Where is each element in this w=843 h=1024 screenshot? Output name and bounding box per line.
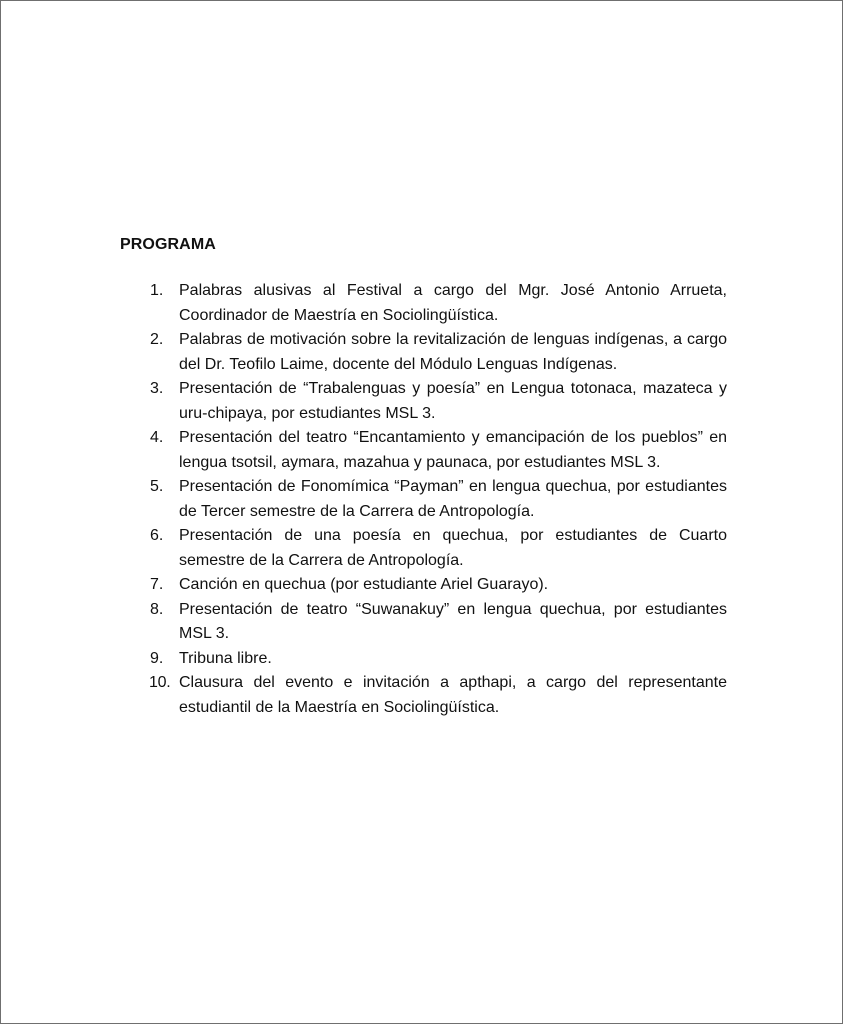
- item-number: 8.: [150, 600, 164, 618]
- program-list: [120, 279, 727, 720]
- program-heading: PROGRAMA: [120, 236, 216, 253]
- item-text: Tribuna libre.: [179, 649, 272, 667]
- program-item: [120, 328, 727, 377]
- item-text: Palabras de motivación sobre la revitalización de lenguas indígenas, a cargo del Dr. Teofilo Laime, docente del Módulo Lenguas Indígenas.: [179, 331, 727, 373]
- program-item: [120, 573, 727, 598]
- program-item: [120, 524, 727, 573]
- program-item: [120, 426, 727, 475]
- program-item: [120, 475, 727, 524]
- item-number: 2.: [150, 331, 164, 348]
- program-item: [120, 598, 727, 647]
- item-number: 10.: [149, 674, 171, 691]
- item-text: Clausura del evento e invitación a apthapi, a cargo del representante estudiantil de la Maestría en Sociolingüística.: [179, 674, 727, 716]
- program-item: [120, 279, 727, 328]
- item-text: Presentación de Fonomímica “Payman” en lengua quechua, por estudiantes de Tercer semestre de la Carrera de Antropología.: [179, 478, 727, 520]
- program-item: [120, 671, 727, 720]
- item-number: 7.: [150, 576, 164, 593]
- program-item: [120, 377, 727, 426]
- document-content: [120, 233, 727, 720]
- item-number: 9.: [150, 649, 164, 667]
- item-number: 4.: [150, 429, 164, 446]
- item-text: Presentación de una poesía en quechua, por estudiantes de Cuarto semestre de la Carrera de Antropología.: [179, 527, 727, 569]
- item-text: Palabras alusivas al Festival a cargo del Mgr. José Antonio Arrueta, Coordinador de Maestría en Sociolingüística.: [179, 282, 727, 324]
- item-text: Presentación de teatro “Suwanakuy” en lengua quechua, por estudiantes MSL 3.: [179, 600, 727, 642]
- program-item: [120, 647, 727, 672]
- item-number: 5.: [150, 478, 164, 495]
- item-number: 6.: [150, 527, 164, 544]
- item-text: Presentación del teatro “Encantamiento y emancipación de los pueblos” en lengua tsotsil, aymara, mazahua y paunaca, por estudiantes MSL 3.: [179, 429, 727, 471]
- item-number: 3.: [150, 380, 164, 397]
- item-number: 1.: [150, 282, 164, 299]
- item-text: Canción en quechua (por estudiante Ariel Guarayo).: [179, 576, 549, 593]
- item-text: Presentación de “Trabalenguas y poesía” en Lengua totonaca, mazateca y uru-chipaya, por estudiantes MSL 3.: [179, 380, 727, 422]
